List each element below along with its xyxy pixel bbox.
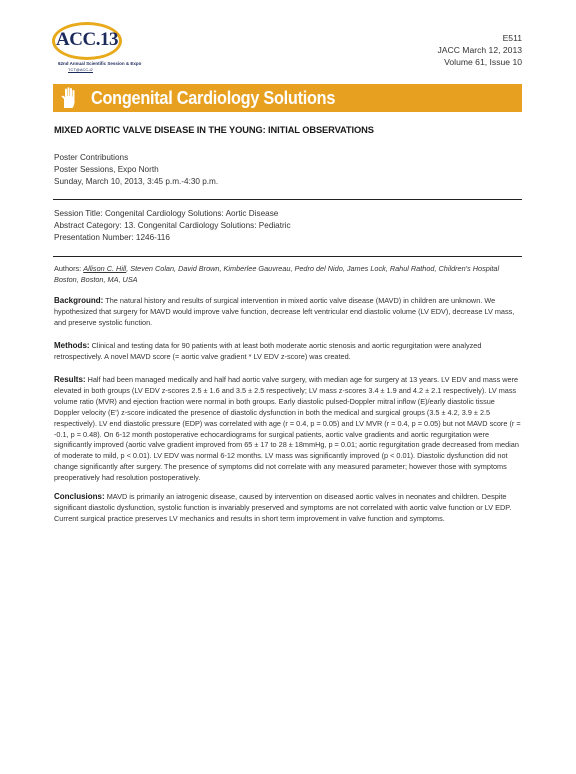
methods-text: Clinical and testing data for 90 patients with at least both moderate aortic stenosis and aortic regurgitation were analyzed retrospectively. A novel MAVD score (= aortic valve gradient * LV EDV z-score) was created. — [54, 341, 482, 361]
acc13-logo — [52, 22, 142, 74]
authors-label: Authors: — [54, 264, 84, 273]
divider — [53, 199, 522, 200]
conclusions-section — [54, 492, 522, 525]
journal-meta — [437, 32, 522, 68]
poster-type: Poster Contributions — [54, 153, 129, 162]
poster-datetime: Sunday, March 10, 2013, 3:45 p.m.-4:30 p.m. — [54, 177, 219, 186]
results-section — [54, 375, 522, 484]
session-info — [54, 208, 291, 244]
logo-subtitle: 62nd Annual Scientific Session & Expo — [58, 61, 142, 66]
article-title: MIXED AORTIC VALVE DISEASE IN THE YOUNG: INITIAL OBSERVATIONS — [54, 125, 374, 135]
conclusions-label: Conclusions: — [54, 492, 105, 501]
abstract-category: Abstract Category: 13. Congenital Cardiology Solutions: Pediatric — [54, 221, 291, 230]
methods-section — [54, 341, 522, 363]
conclusions-text: MAVD is primarily an iatrogenic disease, caused by intervention on diseased aortic valves in neonates and children. Despite significant diastolic dysfunction, systolic function is invariably preserved and symptoms are not correlated with aortic valve function or LV EDP. Current surgical practice preserves LV mechanics and results in short term improvement in valve function and symptoms. — [54, 492, 512, 523]
logo-text: ACC.13 — [56, 29, 118, 50]
divider — [53, 256, 522, 257]
background-section — [54, 296, 522, 329]
journal-volume: Volume 61, Issue 10 — [444, 57, 522, 67]
hand-icon — [57, 86, 81, 110]
poster-info — [54, 152, 218, 188]
results-label: Results: — [54, 375, 86, 384]
page-number: E511 — [502, 33, 522, 43]
background-label: Background: — [54, 296, 104, 305]
first-author-link[interactable]: Allison C. Hill — [83, 264, 127, 273]
results-text: Half had been managed medically and half had aortic valve surgery, with median age for surgery at 13 years. LV EDV and mass were elevated in both groups (LV EDV z-scores 2.5 ± 1.6 and 3.5 ± 2.5 respectively; LV mass z-scores 3.4 ± 1.9 and 4.2 ± 2.1 respectively). LV mass volume ratio (MVR) and ejection fraction were normal in both groups. Early diastolic pulsed-Doppler mitral inflow (E)/early diastolic tissue Doppler velocity (E') z-score indicated the presence of diastolic dysfunction in both the medical and surgical groups (3.5 ± 4.2, 3.9 ± 2.5 respectively). LV end diastolic pressure (EDP) was correlated with age (r = 0.4, p = 0.05) and LV MVR (r = 0.4, p = 0.05) but not MAVD score (r = -0.1, p = 0.48). On 6-12 month postoperative echocardiograms for surgical patients, aortic valve gradients and aortic regurgitation were significantly improved (aortic valve gradient improved from 65 ± 17 to 28 ± 18mmHg, p = 0.01; aortic regurgitation grade decreased from median of moderate to mild, p < 0.01). LV EDV was normal 6-12 months. LV mass was significantly improved (p < 0.01). Diastolic dysfunction did not change significantly after surgery. The presence of symptoms did not correlate with any measured parameter; however those with symptoms preoperatively had resolution postoperatively. — [54, 375, 521, 483]
banner-title: Congenital Cardiology Solutions — [91, 87, 336, 108]
journal-issue-date: JACC March 12, 2013 — [437, 45, 522, 55]
section-banner — [53, 84, 522, 112]
presentation-number: Presentation Number: 1246-116 — [54, 233, 170, 242]
poster-venue: Poster Sessions, Expo North — [54, 165, 159, 174]
session-title: Session Title: Congenital Cardiology Solutions: Aortic Disease — [54, 209, 279, 218]
logo-subtitle-2: TCT@ACC-i2 — [68, 67, 93, 72]
authors-list: , Steven Colan, David Brown, Kimberlee Gauvreau, Pedro del Nido, James Lock, Rahul Rathod, Children's Hospital Boston, Boston, MA, USA — [54, 264, 500, 284]
authors — [54, 264, 522, 286]
background-text: The natural history and results of surgical intervention in mixed aortic valve disease (MAVD) in children are unknown. We hypothesized that surgery for MAVD would improve valve function, decrease left ventricular end diastolic volume (LV EDV), decrease LV mass, and preserve systolic function. — [54, 296, 515, 327]
methods-label: Methods: — [54, 341, 90, 350]
